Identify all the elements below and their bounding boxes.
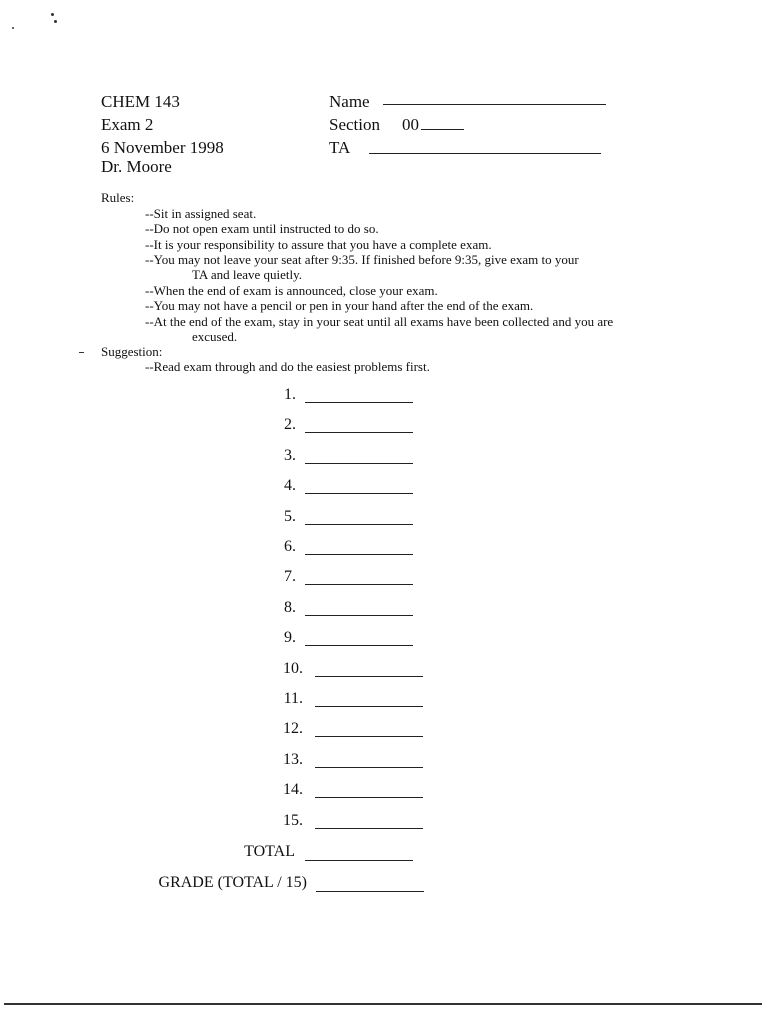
score-item-number: 10. <box>283 660 303 677</box>
rule-item: --Do not open exam until instructed to do so. <box>145 221 379 236</box>
rules-title: Rules: <box>101 190 135 205</box>
score-item-number: 2. <box>284 416 296 433</box>
course-title: CHEM 143 <box>101 92 180 111</box>
scan-speck <box>51 13 54 16</box>
suggestion-text: --Read exam through and do the easiest problems first. <box>145 359 430 374</box>
score-item-field[interactable] <box>305 432 413 433</box>
score-item-field[interactable] <box>305 402 413 403</box>
rule-item: --You may not have a pencil or pen in your hand after the end of the exam. <box>145 298 534 313</box>
section-field[interactable] <box>421 129 464 130</box>
score-item-number: 5. <box>284 508 296 525</box>
score-item-number: 12. <box>283 720 303 737</box>
section-label: Section <box>329 115 380 134</box>
score-item-field[interactable] <box>305 493 413 494</box>
grade-field[interactable] <box>316 891 424 892</box>
exam-title: Exam 2 <box>101 115 154 134</box>
rule-item: --You may not leave your seat after 9:35. If finished before 9:35, give exam to your <box>145 252 579 267</box>
score-item-field[interactable] <box>305 584 413 585</box>
ta-field[interactable] <box>369 153 601 154</box>
name-field[interactable] <box>383 104 606 105</box>
score-item-number: 3. <box>284 447 296 464</box>
score-item-field[interactable] <box>315 706 423 707</box>
rule-item: --At the end of the exam, stay in your seat until all exams have been collected and you are <box>145 314 614 329</box>
rule-item: --Sit in assigned seat. <box>145 206 257 221</box>
score-item-number: 6. <box>284 538 296 555</box>
score-item-field[interactable] <box>315 736 423 737</box>
section-value: 00 <box>402 115 419 134</box>
instructor-name: Dr. Moore <box>101 157 172 176</box>
score-item-field[interactable] <box>305 524 413 525</box>
scan-edge-line <box>4 1003 762 1005</box>
exam-date: 6 November 1998 <box>101 138 224 157</box>
rule-item: --When the end of exam is announced, close your exam. <box>145 283 438 298</box>
rule-item-continued: TA and leave quietly. <box>192 267 303 282</box>
score-item-number: 7. <box>284 568 296 585</box>
rule-item: --It is your responsibility to assure that you have a complete exam. <box>145 237 492 252</box>
score-item-number: 9. <box>284 629 296 646</box>
score-item-number: 8. <box>284 599 296 616</box>
total-label: TOTAL <box>244 843 295 860</box>
scan-speck <box>54 20 57 23</box>
grade-label: GRADE (TOTAL / 15) <box>158 874 307 891</box>
scan-speck <box>79 352 84 353</box>
score-item-number: 15. <box>283 812 303 829</box>
score-item-number: 4. <box>284 477 296 494</box>
score-item-number: 11. <box>283 690 303 707</box>
score-item-field[interactable] <box>305 554 413 555</box>
score-item-field[interactable] <box>315 676 423 677</box>
scan-speck <box>12 27 14 29</box>
score-item-field[interactable] <box>305 463 413 464</box>
rule-item-continued: excused. <box>192 329 238 344</box>
score-item-field[interactable] <box>315 828 423 829</box>
score-item-number: 13. <box>283 751 303 768</box>
ta-label: TA <box>329 138 351 157</box>
score-item-field[interactable] <box>315 767 423 768</box>
total-field[interactable] <box>305 860 413 861</box>
score-item-number: 1. <box>284 386 296 403</box>
score-item-field[interactable] <box>305 645 413 646</box>
score-item-field[interactable] <box>305 615 413 616</box>
score-item-field[interactable] <box>315 797 423 798</box>
score-item-number: 14. <box>283 781 303 798</box>
suggestion-title: Suggestion: <box>101 344 163 359</box>
name-label: Name <box>329 92 370 111</box>
